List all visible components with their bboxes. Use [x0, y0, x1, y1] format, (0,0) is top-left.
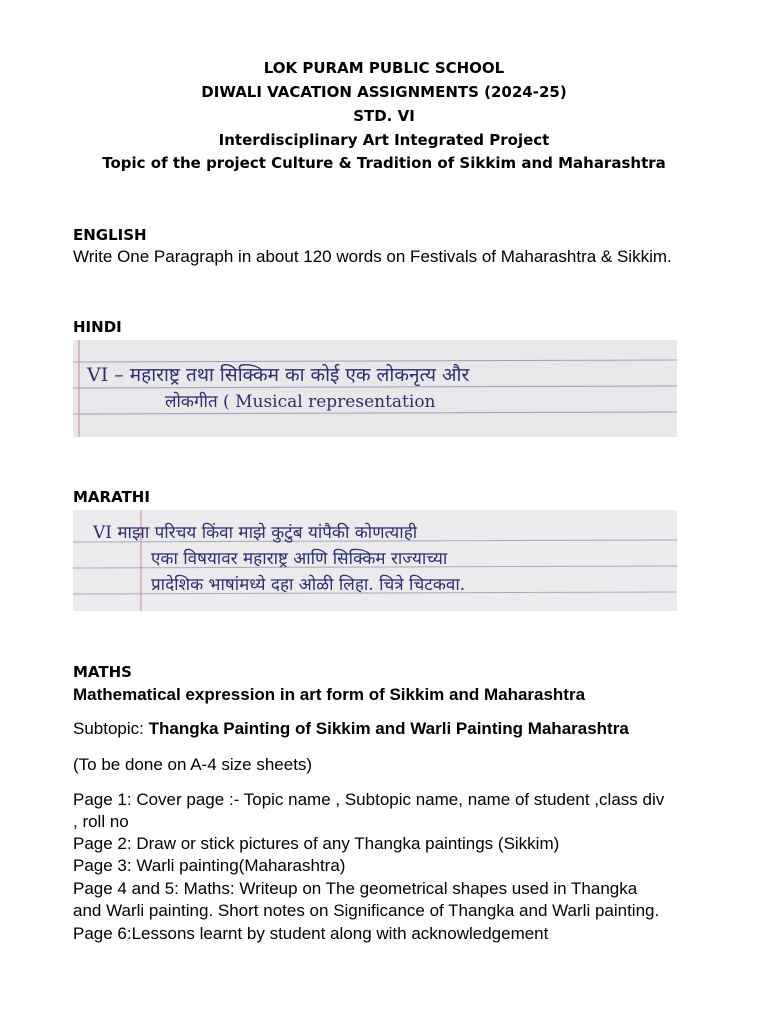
- hindi-handwritten-photo: [73, 340, 677, 437]
- marathi-handwriting-line-1: VI माझा परिचय किंवा माझे कुटुंब यांपैकी कोणत्याही: [93, 523, 418, 543]
- maths-title: Mathematical expression in art form of Sikkim and Maharashtra: [73, 685, 586, 704]
- page-instruction-6: Page 6:Lessons learnt by student along with acknowledgement: [73, 924, 549, 943]
- page-instruction-1-cont: , roll no: [73, 812, 129, 831]
- maths-note: (To be done on A-4 size sheets): [73, 755, 313, 774]
- english-heading: ENGLISH: [73, 226, 147, 244]
- page-instruction-4-cont: and Warli painting. Short notes on Significance of Thangka and Warli painting.: [73, 901, 660, 920]
- marathi-heading: MARATHI: [73, 488, 150, 506]
- marathi-handwriting-line-3: प्रादेशिक भाषांमध्ये दहा ओळी लिहा. चित्रे चिटकवा.: [151, 575, 466, 595]
- project-title: Interdisciplinary Art Integrated Project: [218, 131, 550, 149]
- maths-heading: MATHS: [73, 663, 132, 681]
- assignment-title: DIWALI VACATION ASSIGNMENTS (2024-25): [201, 83, 567, 101]
- marathi-handwriting-line-2: एका विषयावर महाराष्ट्र आणि सिक्किम राज्याच्या: [151, 549, 448, 569]
- hindi-handwriting-line-1: VI – महाराष्ट्र तथा सिक्किम का कोई एक लोकनृत्य और: [87, 364, 470, 386]
- project-topic: Topic of the project Culture & Tradition of Sikkim and Maharashtra: [102, 154, 666, 172]
- page-instruction-1: Page 1: Cover page :- Topic name , Subtopic name, name of student ,class div: [73, 790, 665, 809]
- standard-label: STD. VI: [353, 107, 415, 125]
- subtopic-value: Thangka Painting of Sikkim and Warli Painting Maharashtra: [148, 719, 629, 738]
- page-instruction-2: Page 2: Draw or stick pictures of any Thangka paintings (Sikkim): [73, 834, 560, 853]
- subtopic-label: Subtopic:: [73, 719, 149, 738]
- marathi-handwritten-photo: [73, 510, 677, 611]
- maths-subtopic: [73, 718, 629, 740]
- page-instruction-4: Page 4 and 5: Maths: Writeup on The geometrical shapes used in Thangka: [73, 879, 638, 898]
- hindi-handwriting-line-2: लोकगीत ( Musical representation: [165, 392, 436, 412]
- english-instruction: Write One Paragraph in about 120 words on Festivals of Maharashtra & Sikkim.: [73, 247, 672, 266]
- page-instruction-3: Page 3: Warli painting(Maharashtra): [73, 856, 346, 875]
- hindi-heading: HINDI: [73, 318, 122, 336]
- school-name: LOK PURAM PUBLIC SCHOOL: [263, 59, 505, 77]
